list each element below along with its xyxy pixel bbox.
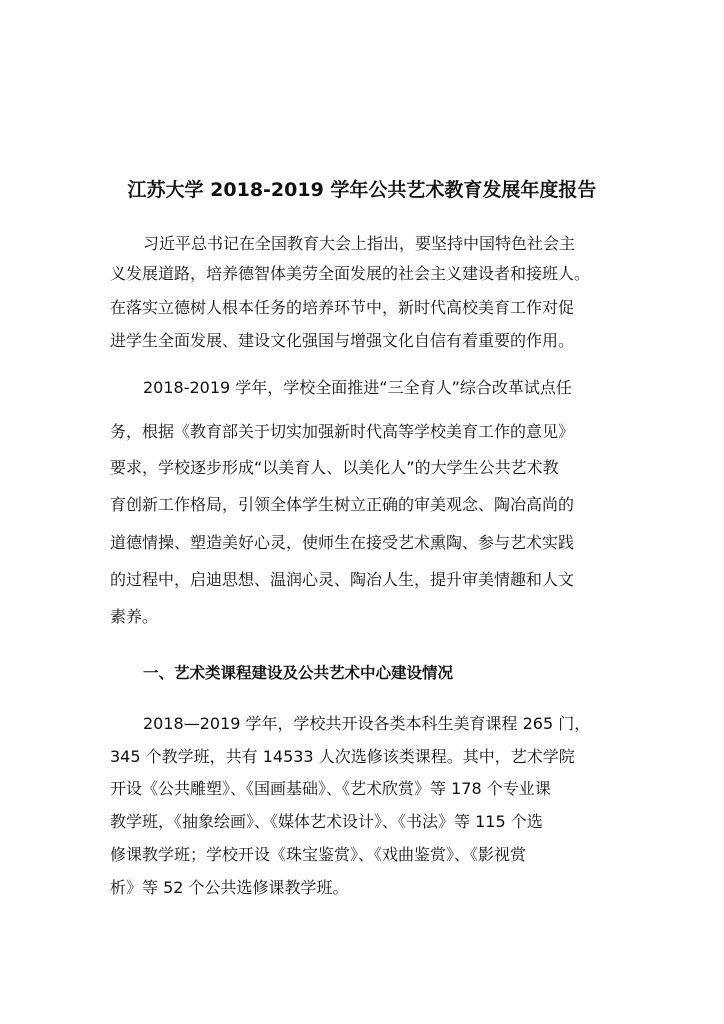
paragraph-2-line-7: 素养。 (110, 607, 159, 626)
paragraph-1-line-4: 进学生全面发展、建设文化强国与增强文化自信有着重要的作用。 (110, 331, 575, 350)
paragraph-3-line-1: 2018—2019 学年，学校共开设各类本科生美育课程 265 门， (143, 714, 591, 733)
paragraph-1-line-3: 在落实立德树人根本任务的培养环节中，新时代高校美育工作对促 (110, 298, 575, 317)
paragraph-1-line-2: 义发展道路，培养德智体美劳全面发展的社会主义建设者和接班人。 (110, 264, 591, 283)
paragraph-2-line-1: 2018-2019 学年，学校全面推进“三全育人”综合改革试点任 (143, 378, 572, 397)
paragraph-1-line-1: 习近平总书记在全国教育大会上指出，要坚持中国特色社会主 (143, 234, 576, 253)
paragraph-2-line-4: 育创新工作格局，引领全体学生树立正确的审美观念、陶冶高尚的 (110, 495, 575, 514)
paragraph-3-line-5: 修课教学班；学校开设《珠宝鉴赏》、《戏曲鉴赏》、《影视赏 (110, 845, 527, 864)
paragraph-3-line-4: 教学班，《抽象绘画》、《媒体艺术设计》、《书法》等 115 个选 (110, 812, 543, 831)
paragraph-2-line-3: 要求，学校逐步形成“以美育人、以美化人”的大学生公共艺术教 (110, 458, 559, 477)
document-title: 江苏大学 2018-2019 学年公共艺术教育发展年度报告 (127, 179, 597, 201)
paragraph-3-line-2: 345 个教学班，共有 14533 人次选修该类课程。其中，艺术学院 (110, 747, 575, 766)
paragraph-2-line-6: 的过程中，启迪思想、温润心灵、陶冶人生，提升审美情趣和人文 (110, 570, 575, 589)
section-1-heading: 一、艺术类课程建设及公共艺术中心建设情况 (143, 664, 454, 682)
paragraph-3-line-3: 开设《公共雕塑》、《国画基础》、《艺术欣赏》等 178 个专业课 (110, 779, 551, 798)
paragraph-3-line-6: 析》等 52 个公共选修课教学班。 (110, 878, 349, 897)
paragraph-2-line-5: 道德情操、塑造美好心灵，使师生在接受艺术熏陶、参与艺术实践 (110, 533, 575, 552)
paragraph-2-line-2: 务，根据《教育部关于切实加强新时代高等学校美育工作的意见》 (110, 422, 575, 441)
